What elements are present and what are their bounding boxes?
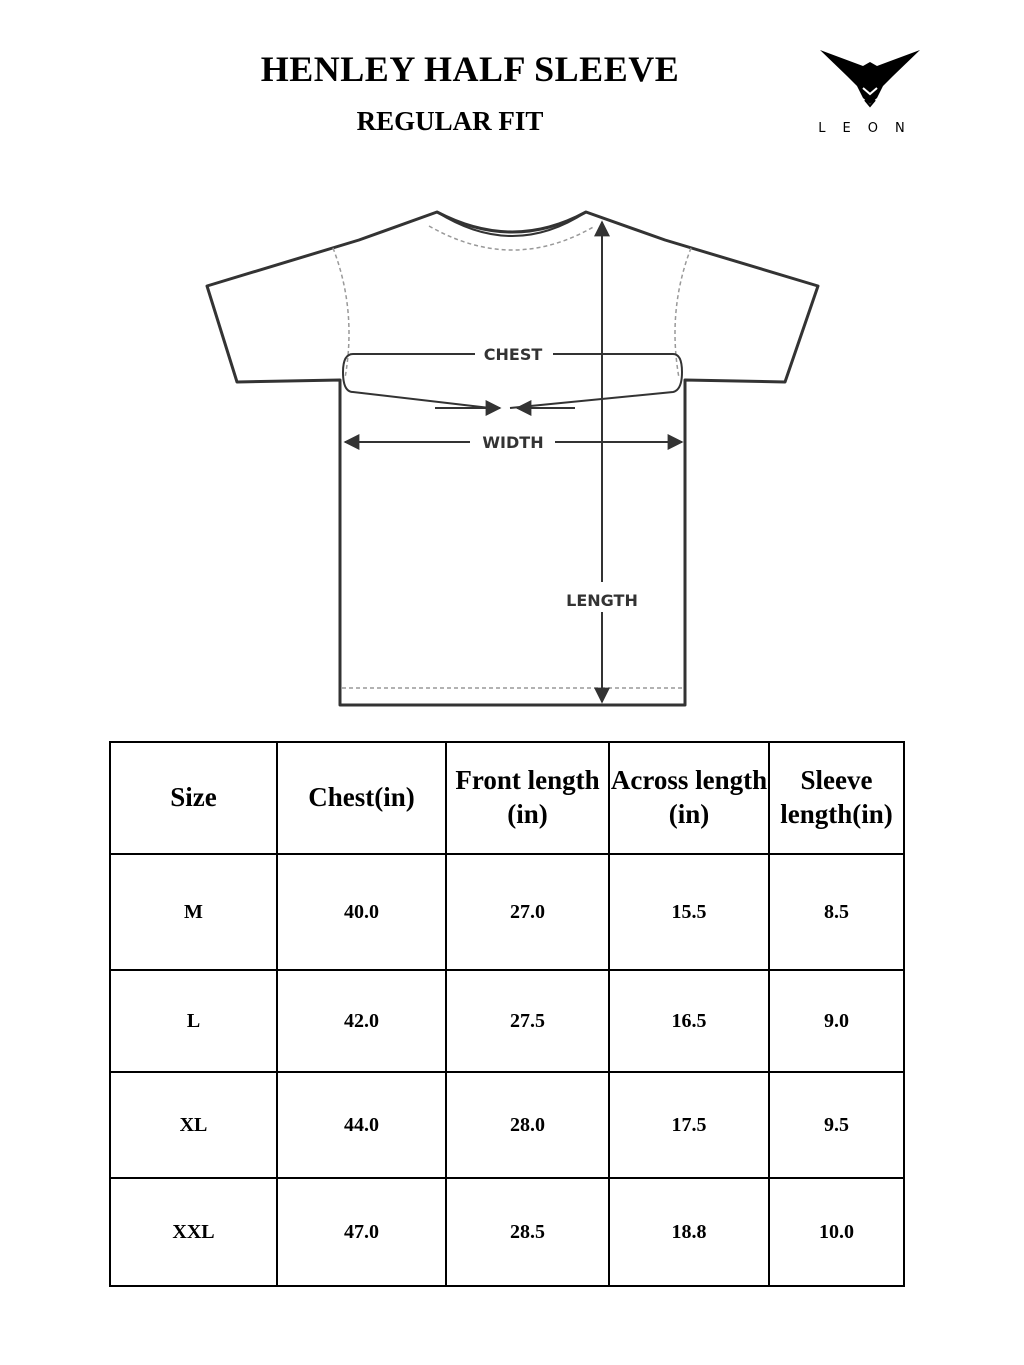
- cell-sleeve-length: 9.5: [769, 1072, 904, 1178]
- header-chest: Chest(in): [277, 742, 446, 854]
- table-row: [110, 1072, 904, 1178]
- header-front-length: Front length (in): [446, 742, 609, 854]
- tshirt-measurement-diagram: [185, 190, 875, 730]
- header-size: Size: [110, 742, 277, 854]
- cell-size: XXL: [110, 1178, 277, 1286]
- header-across-length: Across length (in): [609, 742, 769, 854]
- cell-front-length: 28.5: [446, 1178, 609, 1286]
- table-row: [110, 854, 904, 970]
- cell-across-length: 16.5: [609, 970, 769, 1072]
- cell-size: M: [110, 854, 277, 970]
- lion-head-icon: [820, 50, 920, 106]
- tshirt-outline: [207, 212, 818, 705]
- page-subtitle: REGULAR FIT: [356, 106, 544, 136]
- cell-front-length: 28.0: [446, 1072, 609, 1178]
- page-title: HENLEY HALF SLEEVE: [260, 49, 680, 89]
- cell-chest: 44.0: [277, 1072, 446, 1178]
- table-header-row: [110, 742, 904, 854]
- cell-across-length: 18.8: [609, 1178, 769, 1286]
- table-row: [110, 1178, 904, 1286]
- cell-size: XL: [110, 1072, 277, 1178]
- cell-front-length: 27.5: [446, 970, 609, 1072]
- size-chart-table: [109, 741, 905, 1287]
- cell-chest: 42.0: [277, 970, 446, 1072]
- length-label: LENGTH: [566, 591, 638, 610]
- brand-logo: [805, 44, 935, 140]
- header-sleeve-length: Sleeve length(in): [769, 742, 904, 854]
- cell-across-length: 15.5: [609, 854, 769, 970]
- cell-sleeve-length: 9.0: [769, 970, 904, 1072]
- cell-sleeve-length: 8.5: [769, 854, 904, 970]
- cell-front-length: 27.0: [446, 854, 609, 970]
- cell-chest: 40.0: [277, 854, 446, 970]
- cell-sleeve-length: 10.0: [769, 1178, 904, 1286]
- brand-wordmark: LEON: [818, 121, 922, 136]
- cell-across-length: 17.5: [609, 1072, 769, 1178]
- chest-label: CHEST: [483, 345, 543, 364]
- cell-size: L: [110, 970, 277, 1072]
- width-label: WIDTH: [482, 433, 544, 452]
- cell-chest: 47.0: [277, 1178, 446, 1286]
- table-row: [110, 970, 904, 1072]
